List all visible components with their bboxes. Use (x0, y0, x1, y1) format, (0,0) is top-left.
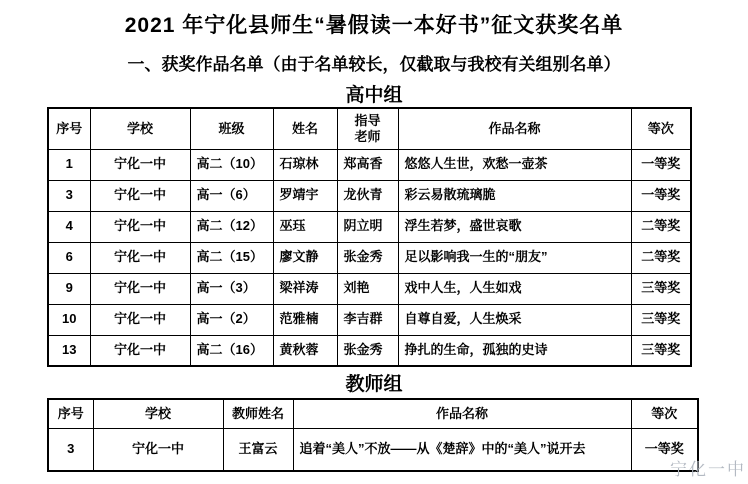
table-cell: 三等奖 (631, 335, 691, 366)
table-cell: 罗靖宇 (273, 180, 337, 211)
table-cell: 彩云易散琉璃脆 (398, 180, 631, 211)
table-cell: 浮生若梦，盛世哀歌 (398, 211, 631, 242)
table-cell: 宁化一中 (90, 180, 190, 211)
table-cell: 高一（2） (190, 304, 273, 335)
table-cell: 宁化一中 (90, 335, 190, 366)
table-cell: 悠悠人生世，欢愁一壶茶 (398, 149, 631, 180)
table-cell: 6 (48, 242, 90, 273)
page-subtitle: 一、获奖作品名单（由于名单较长，仅截取与我校有关组别名单） (127, 55, 621, 74)
table-cell: 13 (48, 335, 90, 366)
table-cell: 高二（10） (190, 149, 273, 180)
table-cell: 宁化一中 (93, 428, 223, 471)
column-header: 姓名 (273, 108, 337, 149)
table-cell: 自尊自爱，人生焕采 (398, 304, 631, 335)
table-cell: 1 (48, 149, 90, 180)
table-cell: 三等奖 (631, 273, 691, 304)
column-header: 等次 (631, 108, 691, 149)
table-row (48, 304, 691, 335)
column-header: 指导老师 (337, 108, 398, 149)
watermark: 宁化一中 (670, 460, 746, 479)
teacher-awards-table (47, 398, 699, 472)
table-cell: 高一（6） (190, 180, 273, 211)
table-cell: 张金秀 (337, 242, 398, 273)
table-row (48, 335, 691, 366)
column-header: 学校 (93, 399, 223, 428)
table-cell: 张金秀 (337, 335, 398, 366)
table-cell: 三等奖 (631, 304, 691, 335)
table-cell: 石琼林 (273, 149, 337, 180)
table-cell: 宁化一中 (90, 304, 190, 335)
table-cell: 足以影响我一生的“朋友” (398, 242, 631, 273)
column-header: 学校 (90, 108, 190, 149)
table-cell: 龙伙青 (337, 180, 398, 211)
table-row (48, 242, 691, 273)
table-cell: 9 (48, 273, 90, 304)
table-cell: 二等奖 (631, 211, 691, 242)
table-cell: 宁化一中 (90, 242, 190, 273)
table-row (48, 149, 691, 180)
table-cell: 郑高香 (337, 149, 398, 180)
table-cell: 挣扎的生命，孤独的史诗 (398, 335, 631, 366)
table-cell: 一等奖 (631, 428, 698, 471)
table-row (48, 428, 698, 471)
table-row (48, 180, 691, 211)
table-cell: 刘艳 (337, 273, 398, 304)
table-cell: 宁化一中 (90, 149, 190, 180)
table-cell: 4 (48, 211, 90, 242)
table-cell: 梁祥涛 (273, 273, 337, 304)
column-header: 序号 (48, 399, 93, 428)
table-cell: 3 (48, 180, 90, 211)
high-school-awards-table (47, 107, 692, 367)
section-heading-high-school: 高中组 (345, 85, 403, 106)
column-header: 等次 (631, 399, 698, 428)
table-cell: 阴立明 (337, 211, 398, 242)
table-header-row (48, 108, 691, 149)
table-cell: 高一（3） (190, 273, 273, 304)
column-header: 序号 (48, 108, 90, 149)
table-cell: 宁化一中 (90, 273, 190, 304)
table-cell: 高二（12） (190, 211, 273, 242)
table-cell: 巫珏 (273, 211, 337, 242)
table-cell: 二等奖 (631, 242, 691, 273)
page-title: 2021 年宁化县师生“暑假读一本好书”征文获奖名单 (124, 14, 624, 37)
table-cell: 李吉群 (337, 304, 398, 335)
table-cell: 追着“美人”不放——从《楚辞》中的“美人”说开去 (293, 428, 631, 471)
table-cell: 3 (48, 428, 93, 471)
table-row (48, 211, 691, 242)
table-cell: 高二（16） (190, 335, 273, 366)
table-cell: 10 (48, 304, 90, 335)
table-cell: 一等奖 (631, 180, 691, 211)
column-header: 作品名称 (293, 399, 631, 428)
table-cell: 戏中人生，人生如戏 (398, 273, 631, 304)
table-cell: 王富云 (223, 428, 293, 471)
table-cell: 高二（15） (190, 242, 273, 273)
table-cell: 廖文静 (273, 242, 337, 273)
table-cell: 黄秋蓉 (273, 335, 337, 366)
table-cell: 宁化一中 (90, 211, 190, 242)
table-row (48, 273, 691, 304)
section-heading-teacher: 教师组 (345, 374, 403, 395)
table-header-row (48, 399, 698, 428)
column-header: 作品名称 (398, 108, 631, 149)
column-header: 班级 (190, 108, 273, 149)
column-header: 教师姓名 (223, 399, 293, 428)
table-cell: 一等奖 (631, 149, 691, 180)
table-cell: 范雅楠 (273, 304, 337, 335)
